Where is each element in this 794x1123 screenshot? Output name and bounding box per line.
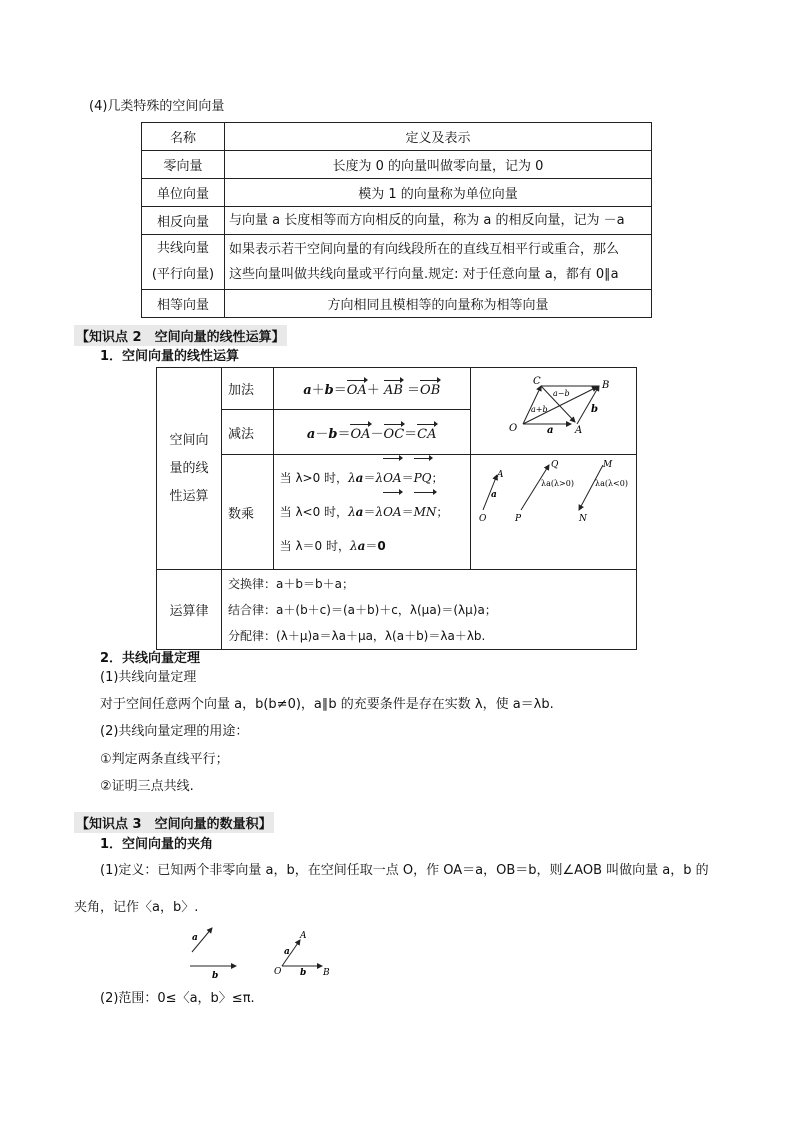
knowledge-point-3-header: 【知识点 3 空间向量的数量积】: [74, 812, 274, 833]
row-name: 单位向量: [142, 179, 225, 207]
row-name: 相等向量: [142, 290, 225, 318]
law-line: 分配律：(λ＋μ)a＝λa＋μa，λ(a＋b)＝λa＋λb.: [228, 628, 486, 643]
label-B: B: [323, 968, 330, 978]
subheading-collinear: 2．共线向量定理: [100, 651, 201, 666]
parallelogram-diagram: [471, 368, 643, 450]
parallelogram-figure-cell: [470, 368, 636, 455]
label-b: b: [590, 404, 598, 415]
scalar-figure-cell: [470, 455, 636, 570]
category-line: 量的线: [169, 460, 209, 476]
table-row: [142, 290, 652, 318]
linear-operations-table: [156, 367, 637, 650]
mul-line-zero: 当 λ＝0 时，λa＝0: [279, 539, 386, 553]
row-name-line: 共线向量: [156, 241, 209, 256]
angle-diagram: [186, 924, 336, 980]
collinear-p5: ②证明三点共线.: [100, 779, 194, 794]
law-label: 运算律: [157, 570, 222, 650]
label-b: b: [212, 971, 219, 980]
section-title: (4)几类特殊的空间向量: [89, 99, 225, 114]
label-a-plus-b: a+b: [530, 405, 548, 414]
table-row: [142, 179, 652, 207]
sub-formula: a－b＝OA－OC＝CA: [273, 410, 470, 455]
row-def: 方向相同且模相等的向量称为相等向量: [225, 290, 652, 318]
row-def: 模为 1 的向量称为单位向量: [225, 179, 652, 207]
scalar-multiplication-diagram: [471, 455, 643, 565]
label-A: A: [300, 931, 307, 941]
law-line: 交换律：a＋b＝b＋a；: [228, 576, 354, 591]
subheading-angle: 1．空间向量的夹角: [100, 837, 214, 852]
label-C: C: [532, 376, 541, 387]
law-cell: [222, 570, 637, 650]
label-a: a: [490, 490, 497, 500]
row-name-line: (平行向量): [151, 267, 215, 282]
row-def: 长度为 0 的向量叫做零向量，记为 0: [225, 151, 652, 179]
label-a: a: [192, 933, 198, 943]
row-def-line: 这些向量叫做共线向量或平行向量.规定: 对于任意向量 a，都有 0∥a: [229, 267, 619, 282]
sub-label: 减法: [222, 410, 274, 455]
label-a: a: [546, 425, 554, 436]
table-row: [142, 235, 652, 290]
knowledge-point-2-header: 【知识点 2 空间向量的线性运算】: [74, 325, 287, 346]
mul-line-pos: 当 λ>0 时，λa＝λOA＝PQ；: [280, 461, 464, 495]
angle-range: (2)范围：0≤〈a，b〉≤π.: [100, 991, 255, 1006]
mul-line-neg: 当 λ<0 时，λa＝λOA＝MN；: [280, 495, 464, 529]
row-def: [225, 235, 652, 290]
collinear-p2: 对于空间任意两个向量 a，b(b≠0)，a∥b 的充要条件是存在实数 λ，使 a＝λb.: [100, 697, 554, 712]
label-neg-scalar: λa(λ<0): [594, 479, 628, 488]
subheading-linear-ops: 1．空间向量的线性运算: [100, 349, 240, 364]
add-label: 加法: [222, 368, 274, 410]
row-def-line: 如果表示若干空间向量的有向线段所在的直线互相平行或重合，那么: [229, 242, 620, 257]
add-formula: a＋b＝OA＋ AB ＝OB: [273, 368, 470, 410]
label-A: A: [574, 425, 583, 436]
collinear-p3: (2)共线向量定理的用途：: [100, 724, 249, 739]
table-header-row: [142, 123, 652, 151]
label-O: O: [508, 423, 517, 434]
label-M: M: [602, 460, 613, 470]
label-O: O: [274, 967, 282, 977]
label-pos-scalar: λa(λ>0): [540, 479, 574, 488]
mul-label: 数乘: [222, 455, 274, 570]
label-O: O: [478, 514, 487, 524]
label-B: B: [601, 380, 610, 391]
category-cell: [157, 368, 222, 570]
table-row: [142, 207, 652, 235]
angle-definition-line2: 夹角，记作〈a，b〉.: [74, 900, 199, 915]
category-line: 性运算: [169, 488, 209, 504]
mul-formulas: [273, 455, 470, 570]
law-line: 结合律：a＋(b＋c)＝(a＋b)＋c，λ(μa)＝(λμ)a；: [228, 602, 497, 617]
label-Q: Q: [550, 460, 559, 470]
label-N: N: [578, 514, 587, 524]
label-A: A: [496, 470, 504, 480]
header-def: 定义及表示: [225, 123, 652, 151]
collinear-p1: (1)共线向量定理: [100, 670, 197, 685]
label-a2: a: [284, 947, 290, 957]
table-row: [142, 151, 652, 179]
row-name: 相反向量: [142, 207, 225, 235]
header-name: 名称: [142, 123, 225, 151]
label-b2: b: [300, 968, 307, 978]
category-line: 空间向: [169, 432, 209, 448]
label-P: P: [514, 514, 521, 524]
angle-definition-line1: (1)定义：已知两个非零向量 a，b，在空间任取一点 O，作 OA＝a，OB＝b，则∠AOB 叫做向量 a，b 的: [100, 863, 709, 878]
label-a-minus-b: a−b: [552, 389, 570, 398]
row-name: [142, 235, 225, 290]
row-def: 与向量 a 长度相等而方向相反的向量，称为 a 的相反向量，记为 －a: [225, 207, 652, 235]
row-name: 零向量: [142, 151, 225, 179]
collinear-p4: ①判定两条直线平行；: [100, 752, 229, 767]
special-vectors-table: [141, 122, 652, 318]
